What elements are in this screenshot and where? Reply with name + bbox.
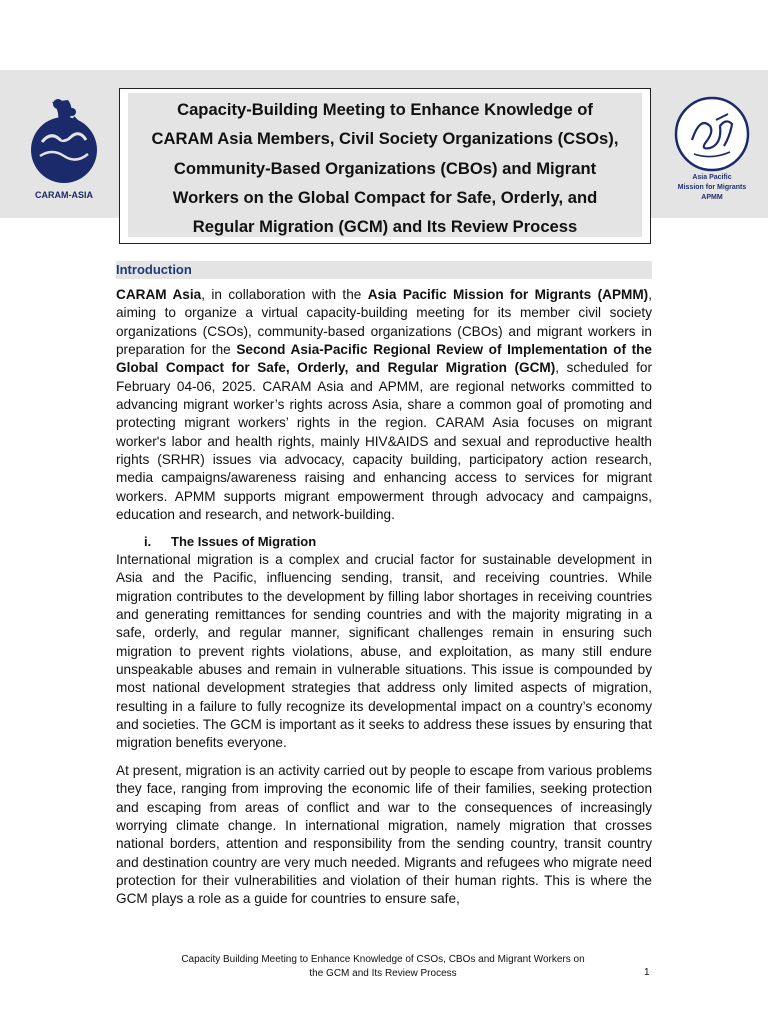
- migration-paragraph-2: At present, migration is an activity carried out by people to escape from various problems they face, ranging from improving the economic life of their families, seeking protection and escaping from areas of conflict and war to the consequences of increasingly worrying climate change. In international migration, namely migration that crosses national borders, attention and responsibility from the sending country, transit country and destination country are very much needed. Migrants and refugees who migrate need protection for their vulnerabilities and violation of their human rights. This is where the GCM plays a role as a guide for countries to ensure safe,: [116, 763, 652, 907]
- intro-text-3: , scheduled for February 04-06, 2025. CARAM Asia and APMM, are regional networks committed to advancing migrant worker’s rights across Asia, share a common goal of promoting and protecting migrant workers’ rights in the region. CARAM Asia focuses on migrant worker's labor and health rights, mainly HIV&AIDS and sexual and reproductive health rights (SRHR) issues via advocacy, capacity building, participatory action research, media campaigns/awareness raising and enhancing access to services for migrant workers. APMM supports migrant empowerment through advocacy and campaigns, education and research, and network-building.: [116, 360, 652, 523]
- introduction-heading-bar: [116, 261, 652, 279]
- apmm-logo-line3: APMM: [701, 194, 723, 201]
- title-line-4: Workers on the Global Compact for Safe, Orderly, and: [172, 187, 598, 207]
- page-number: 1: [644, 967, 650, 978]
- document-title: [128, 93, 642, 241]
- title-box: [119, 88, 651, 244]
- footer-line-1: Capacity Building Meeting to Enhance Knowledge of CSOs, CBOs and Migrant Workers on: [181, 954, 585, 965]
- caram-logo-text: CARAM-ASIA: [35, 190, 93, 200]
- issues-of-migration-heading: [144, 533, 316, 551]
- intro-paragraph: [116, 286, 652, 524]
- migration-paragraph-1: International migration is a complex and crucial factor for sustainable development in Asia and the Pacific, influencing sending, transit, and receiving countries. While migration contributes to the development by filling labor shortages in receiving countries and generating remittances for sending countries and with the majority migrating in a safe, orderly, and regular manner, significant challenges remain in ensuring such migration to prevent rights violations, abuse, and exploitation, as many still endure unspeakable abuses and remain in vulnerable situations. This issue is compounded by most national development strategies that address only limited aspects of migration, resulting in a failure to fully recognize its developmental impact on a country’s economy and societies. The GCM is important as it seeks to address these issues by ensuring that migration benefits everyone.: [116, 552, 652, 751]
- title-background: [128, 93, 642, 237]
- introduction-heading: Introduction: [116, 262, 192, 277]
- title-line-3: Community-Based Organizations (CBOs) and Migrant: [173, 158, 597, 178]
- review-event-name: Second Asia-Pacific Regional Review of Implementation of the Global Compact for Safe, Orderly, and Regular Migration (GCM): [116, 342, 652, 376]
- caram-asia-name: CARAM Asia: [116, 287, 202, 302]
- section-number: i.: [144, 534, 152, 549]
- intro-text-1: , in collaboration with the: [201, 287, 368, 302]
- title-line-1: Capacity-Building Meeting to Enhance Knowledge of: [177, 100, 593, 119]
- caram-asia-logo: [22, 92, 106, 204]
- title-line-5: Regular Migration (GCM) and Its Review Process: [192, 217, 578, 237]
- section-title: The Issues of Migration: [171, 534, 317, 549]
- title-line-2: CARAM Asia Members, Civil Society Organizations (CSOs),: [151, 129, 619, 149]
- intro-text-2: , aiming to organize a virtual capacity-building meeting for its member civil society organizations (CSOs), community-based organizations (CBOs) and migrant workers in preparation for the: [116, 287, 652, 358]
- apmm-name: Asia Pacific Mission for Migrants (APMM): [367, 287, 649, 302]
- apmm-logo: [664, 96, 760, 202]
- apmm-logo-line2: Mission for Migrants: [677, 184, 747, 191]
- page-footer: [150, 953, 616, 981]
- apmm-logo-line1: Asia Pacific: [692, 174, 732, 181]
- footer-line-2: the GCM and Its Review Process: [309, 968, 457, 979]
